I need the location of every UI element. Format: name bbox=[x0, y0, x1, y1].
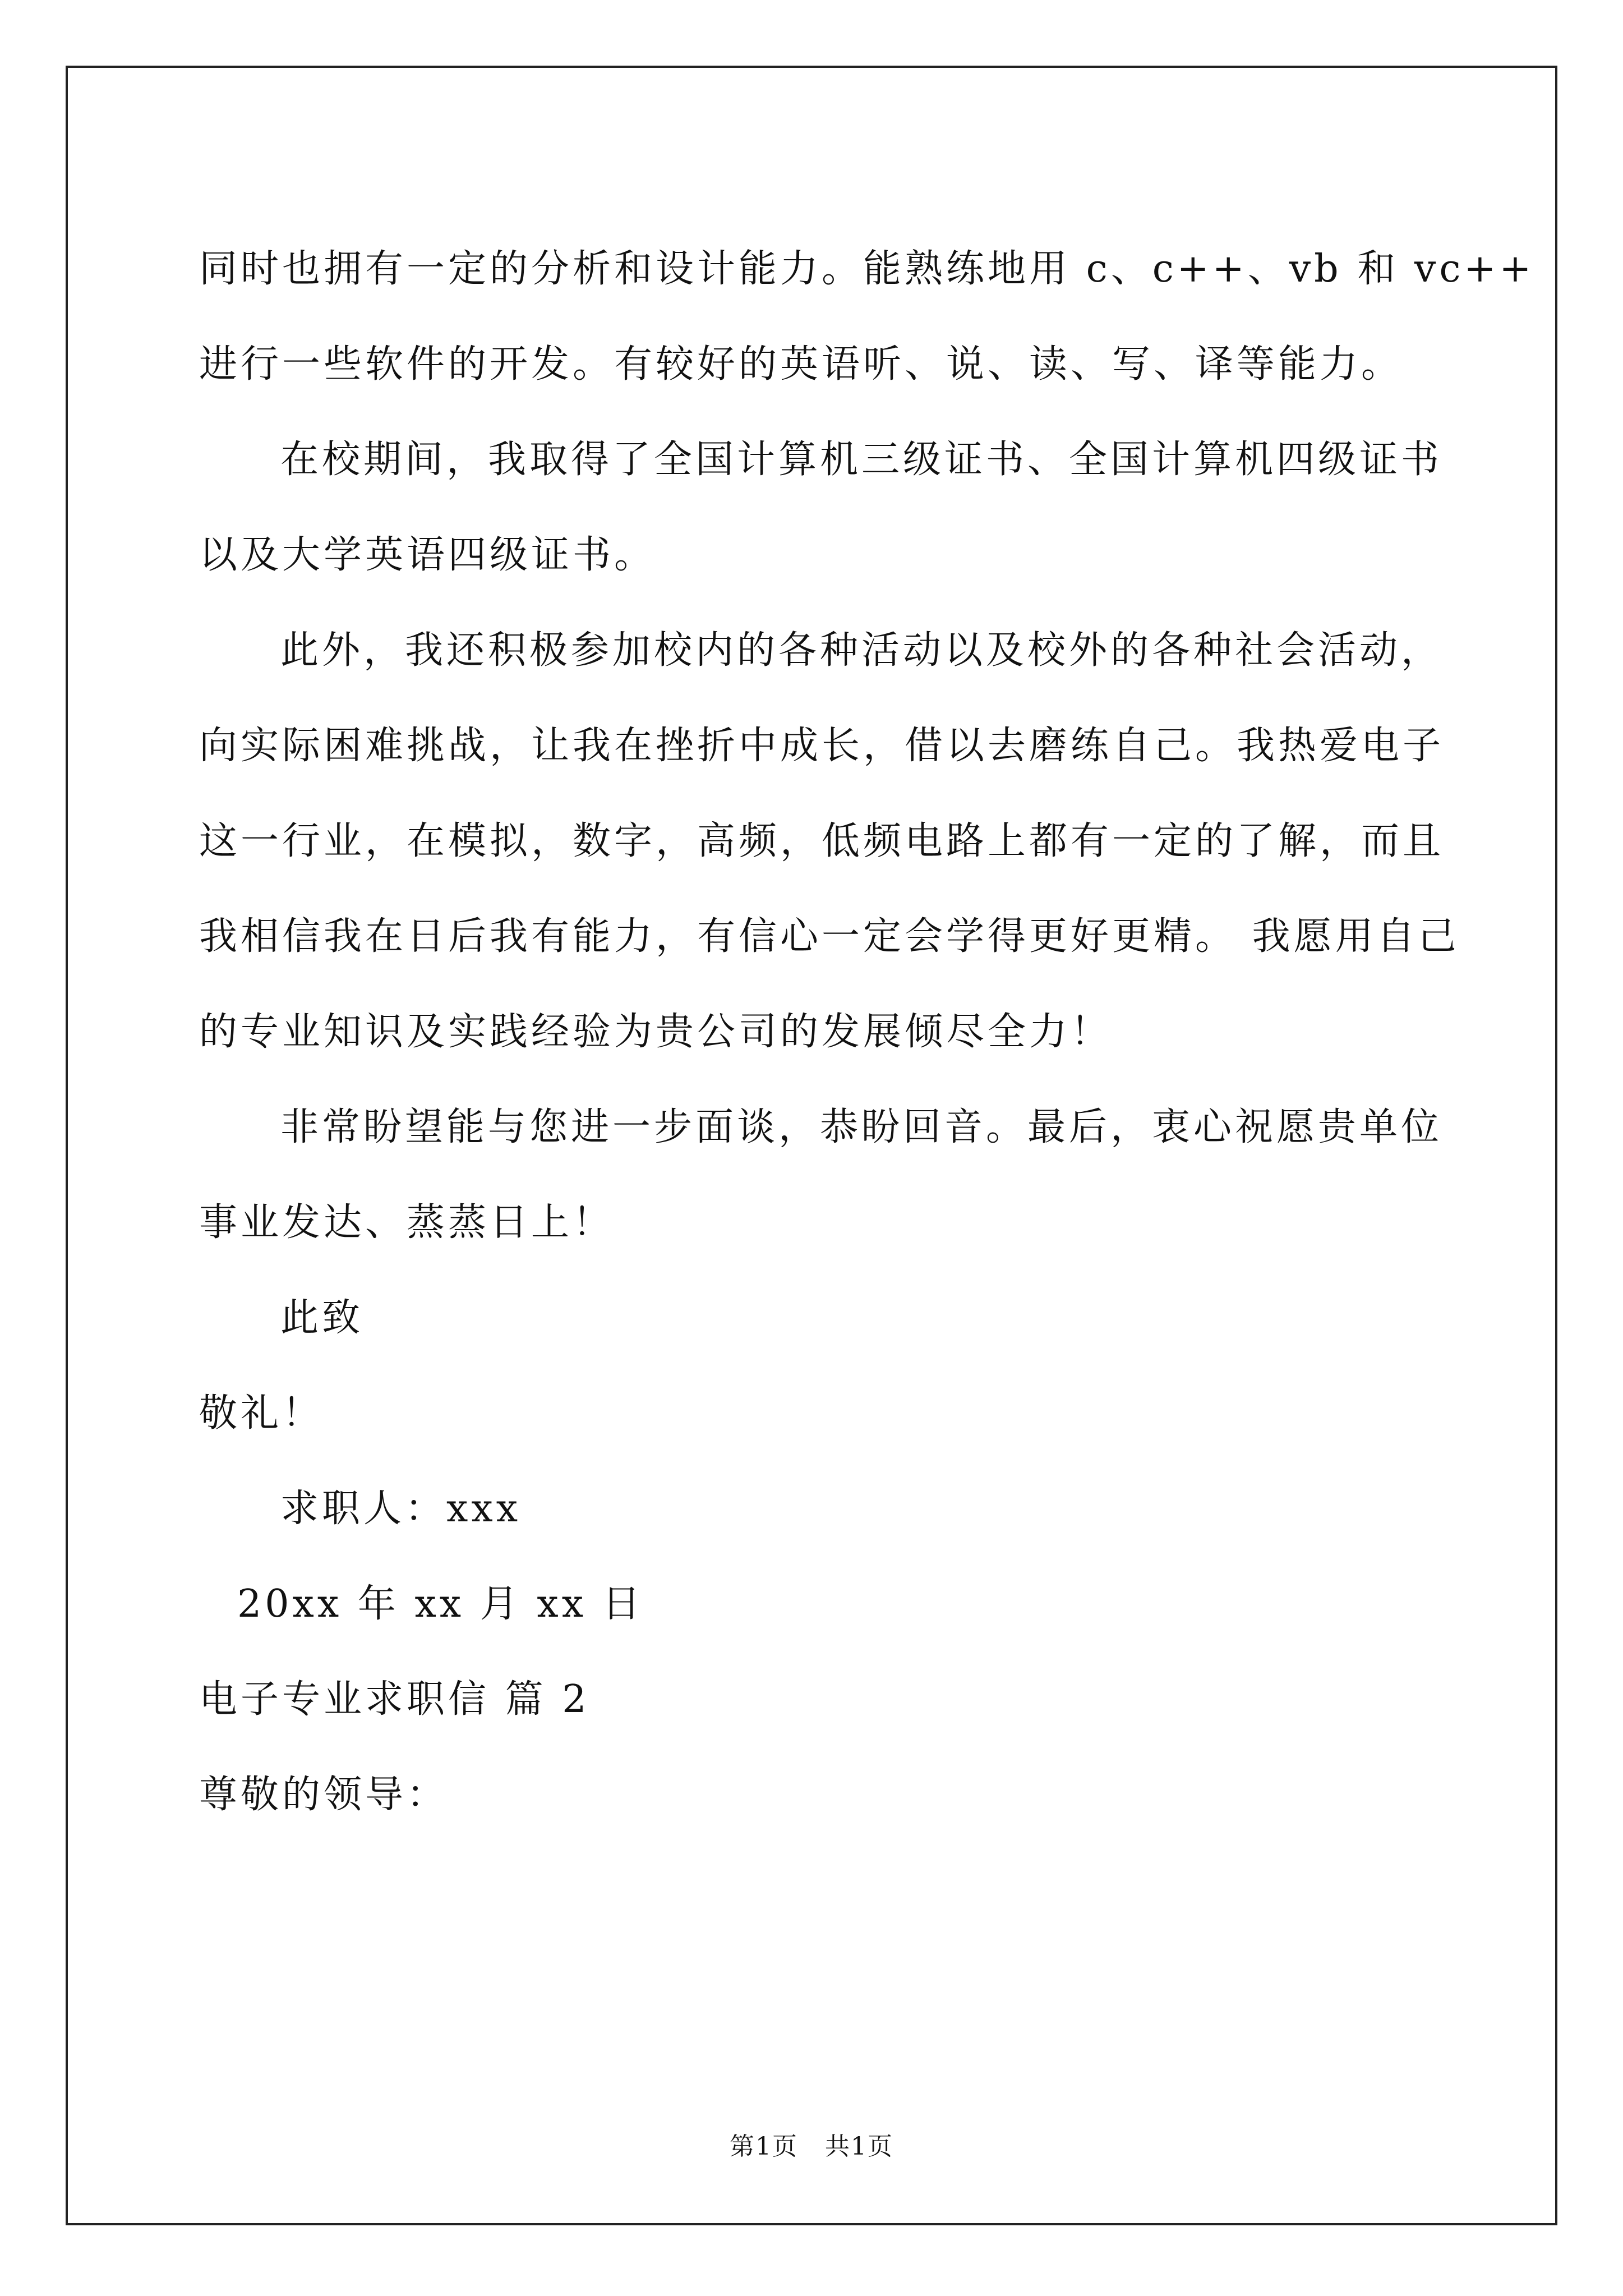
section-heading: 电子专业求职信 篇 2 bbox=[199, 1677, 590, 1722]
text-line: 在校期间，我取得了全国计算机三级证书、全国计算机四级证书 bbox=[280, 438, 1443, 482]
signature-line: 求职人：xxx bbox=[280, 1487, 522, 1531]
text-line: 此外，我还积极参加校内的各种活动以及校外的各种社会活动， bbox=[280, 628, 1443, 673]
text-line: 事业发达、蒸蒸日上！ bbox=[199, 1200, 615, 1245]
text-line: 非常盼望能与您进一步面谈，恭盼回音。最后，衷心祝愿贵单位 bbox=[280, 1105, 1443, 1149]
page-number: 第1页 bbox=[730, 2132, 798, 2161]
text-line: 进行一些软件的开发。有较好的英语听、说、读、写、译等能力。 bbox=[199, 342, 1403, 386]
greeting-line: 尊敬的领导： bbox=[199, 1773, 449, 1817]
text-line: 向实际困难挑战，让我在挫折中成长，借以去磨练自己。我热爱电子 bbox=[199, 724, 1445, 768]
letter-body bbox=[199, 222, 1535, 1843]
text-line: 的专业知识及实践经验为贵公司的发展倾尽全力！ bbox=[199, 1010, 1113, 1054]
page-footer bbox=[0, 2126, 1623, 2162]
text-line: 以及大学英语四级证书。 bbox=[199, 533, 656, 577]
text-line: 这一行业，在模拟，数字，高频，低频电路上都有一定的了解，而且 bbox=[199, 819, 1445, 863]
closing-salutation: 此致 bbox=[280, 1296, 364, 1340]
page-total: 共1页 bbox=[825, 2132, 893, 2161]
closing-regards: 敬礼！ bbox=[199, 1391, 324, 1435]
text-line: 同时也拥有一定的分析和设计能力。能熟练地用 c、c++、vb 和 vc++ bbox=[199, 247, 1535, 291]
date-line: 20xx 年 xx 月 xx 日 bbox=[237, 1582, 644, 1626]
text-line: 我相信我在日后我有能力，有信心一定会学得更好更精。 我愿用自己 bbox=[199, 914, 1460, 959]
